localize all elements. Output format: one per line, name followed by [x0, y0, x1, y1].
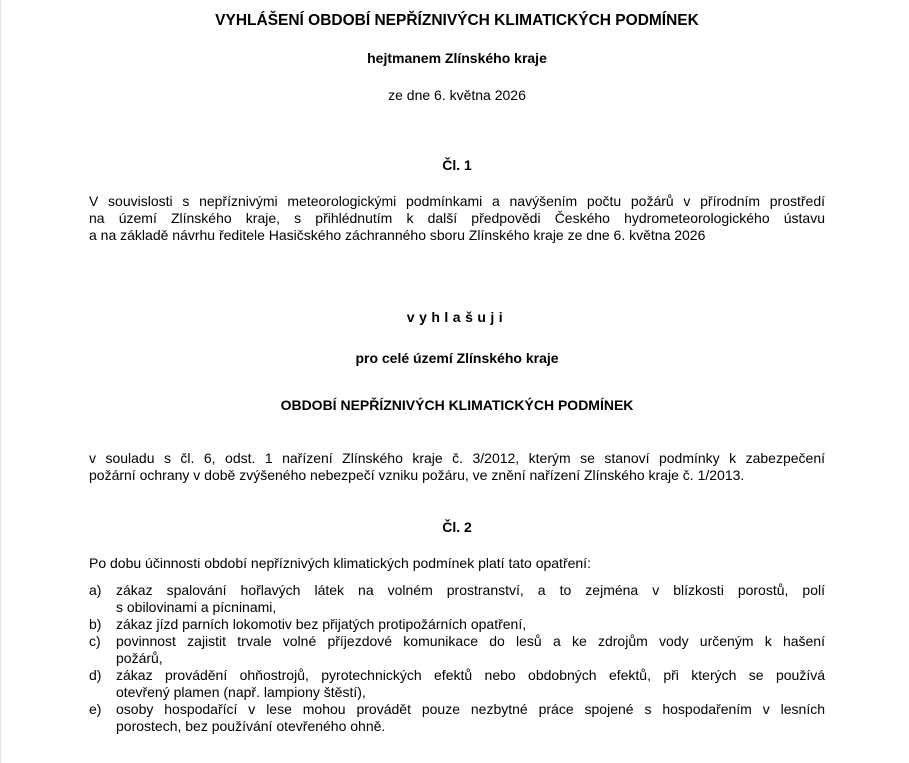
- legal-basis-paragraph: [89, 450, 825, 484]
- paragraph-line: požární ochrany v době zvýšeného nebezpečí vzniku požáru, ve znění nařízení Zlínského kraje č. 1/2013.: [89, 467, 745, 483]
- list-item-line: povinnost zajistit trvale volné příjezdové komunikace do lesů a ke zdrojům vody určeným k hašení: [116, 633, 825, 649]
- list-item-marker: e): [89, 701, 102, 717]
- list-item-line: osoby hospodařící v lese mohou provádět pouze nezbytné práce spojené s hospodařením v lesních: [116, 701, 825, 717]
- paragraph-line: V souvislosti s nepříznivými meteorologickými podmínkami a navýšením počtu požárů v přírodním prostředí: [89, 193, 825, 209]
- list-item-line: porostech, bez používání otevřeného ohně.: [116, 718, 386, 734]
- article-1-paragraph: [89, 193, 825, 244]
- declaration-scope: pro celé území Zlínského kraje: [355, 350, 559, 366]
- paragraph-line: a na základě návrhu ředitele Hasičského záchranného sboru Zlínského kraje ze dne 6. května 2026: [89, 227, 706, 243]
- article-2-intro: [89, 555, 825, 572]
- list-item-line: požárů,: [116, 650, 163, 666]
- list-item-line: otevřený plamen (např. lampiony štěstí),: [116, 684, 366, 700]
- list-item-text: [116, 616, 825, 633]
- declaration-verb: vyhlašuji: [406, 309, 508, 325]
- list-item-line: zákaz spalování hořlavých látek na volném prostranství, a to zejména v blízkosti porostů, polí: [116, 582, 825, 598]
- list-item: [89, 701, 825, 735]
- document-date: ze dne 6. května 2026: [388, 87, 526, 103]
- measures-list: [89, 582, 825, 735]
- paragraph-line: v souladu s čl. 6, odst. 1 nařízení Zlínského kraje č. 3/2012, kterým se stanoví podmínky k zabezpečení: [89, 450, 825, 466]
- document-subtitle: hejtmanem Zlínského kraje: [367, 50, 547, 66]
- list-item-marker: c): [89, 633, 101, 649]
- list-item-marker: b): [89, 616, 102, 632]
- list-item-line: zákaz jízd parních lokomotiv bez přijatých protipožárních opatření,: [116, 616, 527, 632]
- list-item-text: [116, 701, 825, 735]
- list-item: [89, 582, 825, 616]
- list-item: [89, 633, 825, 667]
- article-2-heading: Čl. 2: [442, 519, 472, 535]
- list-item: [89, 667, 825, 701]
- list-item-text: [116, 667, 825, 701]
- list-item-text: [116, 582, 825, 616]
- list-item-line: s obilovinami a pícninami,: [116, 599, 277, 615]
- document-title: VYHLÁŠENÍ OBDOBÍ NEPŘÍZNIVÝCH KLIMATICKÝCH PODMÍNEK: [215, 12, 699, 29]
- list-item-marker: d): [89, 667, 102, 683]
- list-item-text: [116, 633, 825, 667]
- list-item-line: zákaz provádění ohňostrojů, pyrotechnických efektů nebo obdobných efektů, při kterých se používá: [116, 667, 825, 683]
- list-item-marker: a): [89, 582, 102, 598]
- paragraph-line: Po dobu účinnosti období nepříznivých klimatických podmínek platí tato opatření:: [89, 555, 591, 571]
- paragraph-line: na území Zlínského kraje, s přihlédnutím k další předpovědi Českého hydrometeorologického ústavu: [89, 210, 825, 226]
- article-1-heading: Čl. 1: [442, 157, 472, 173]
- list-item: [89, 616, 825, 633]
- declaration-period: OBDOBÍ NEPŘÍZNIVÝCH KLIMATICKÝCH PODMÍNEK: [280, 397, 634, 413]
